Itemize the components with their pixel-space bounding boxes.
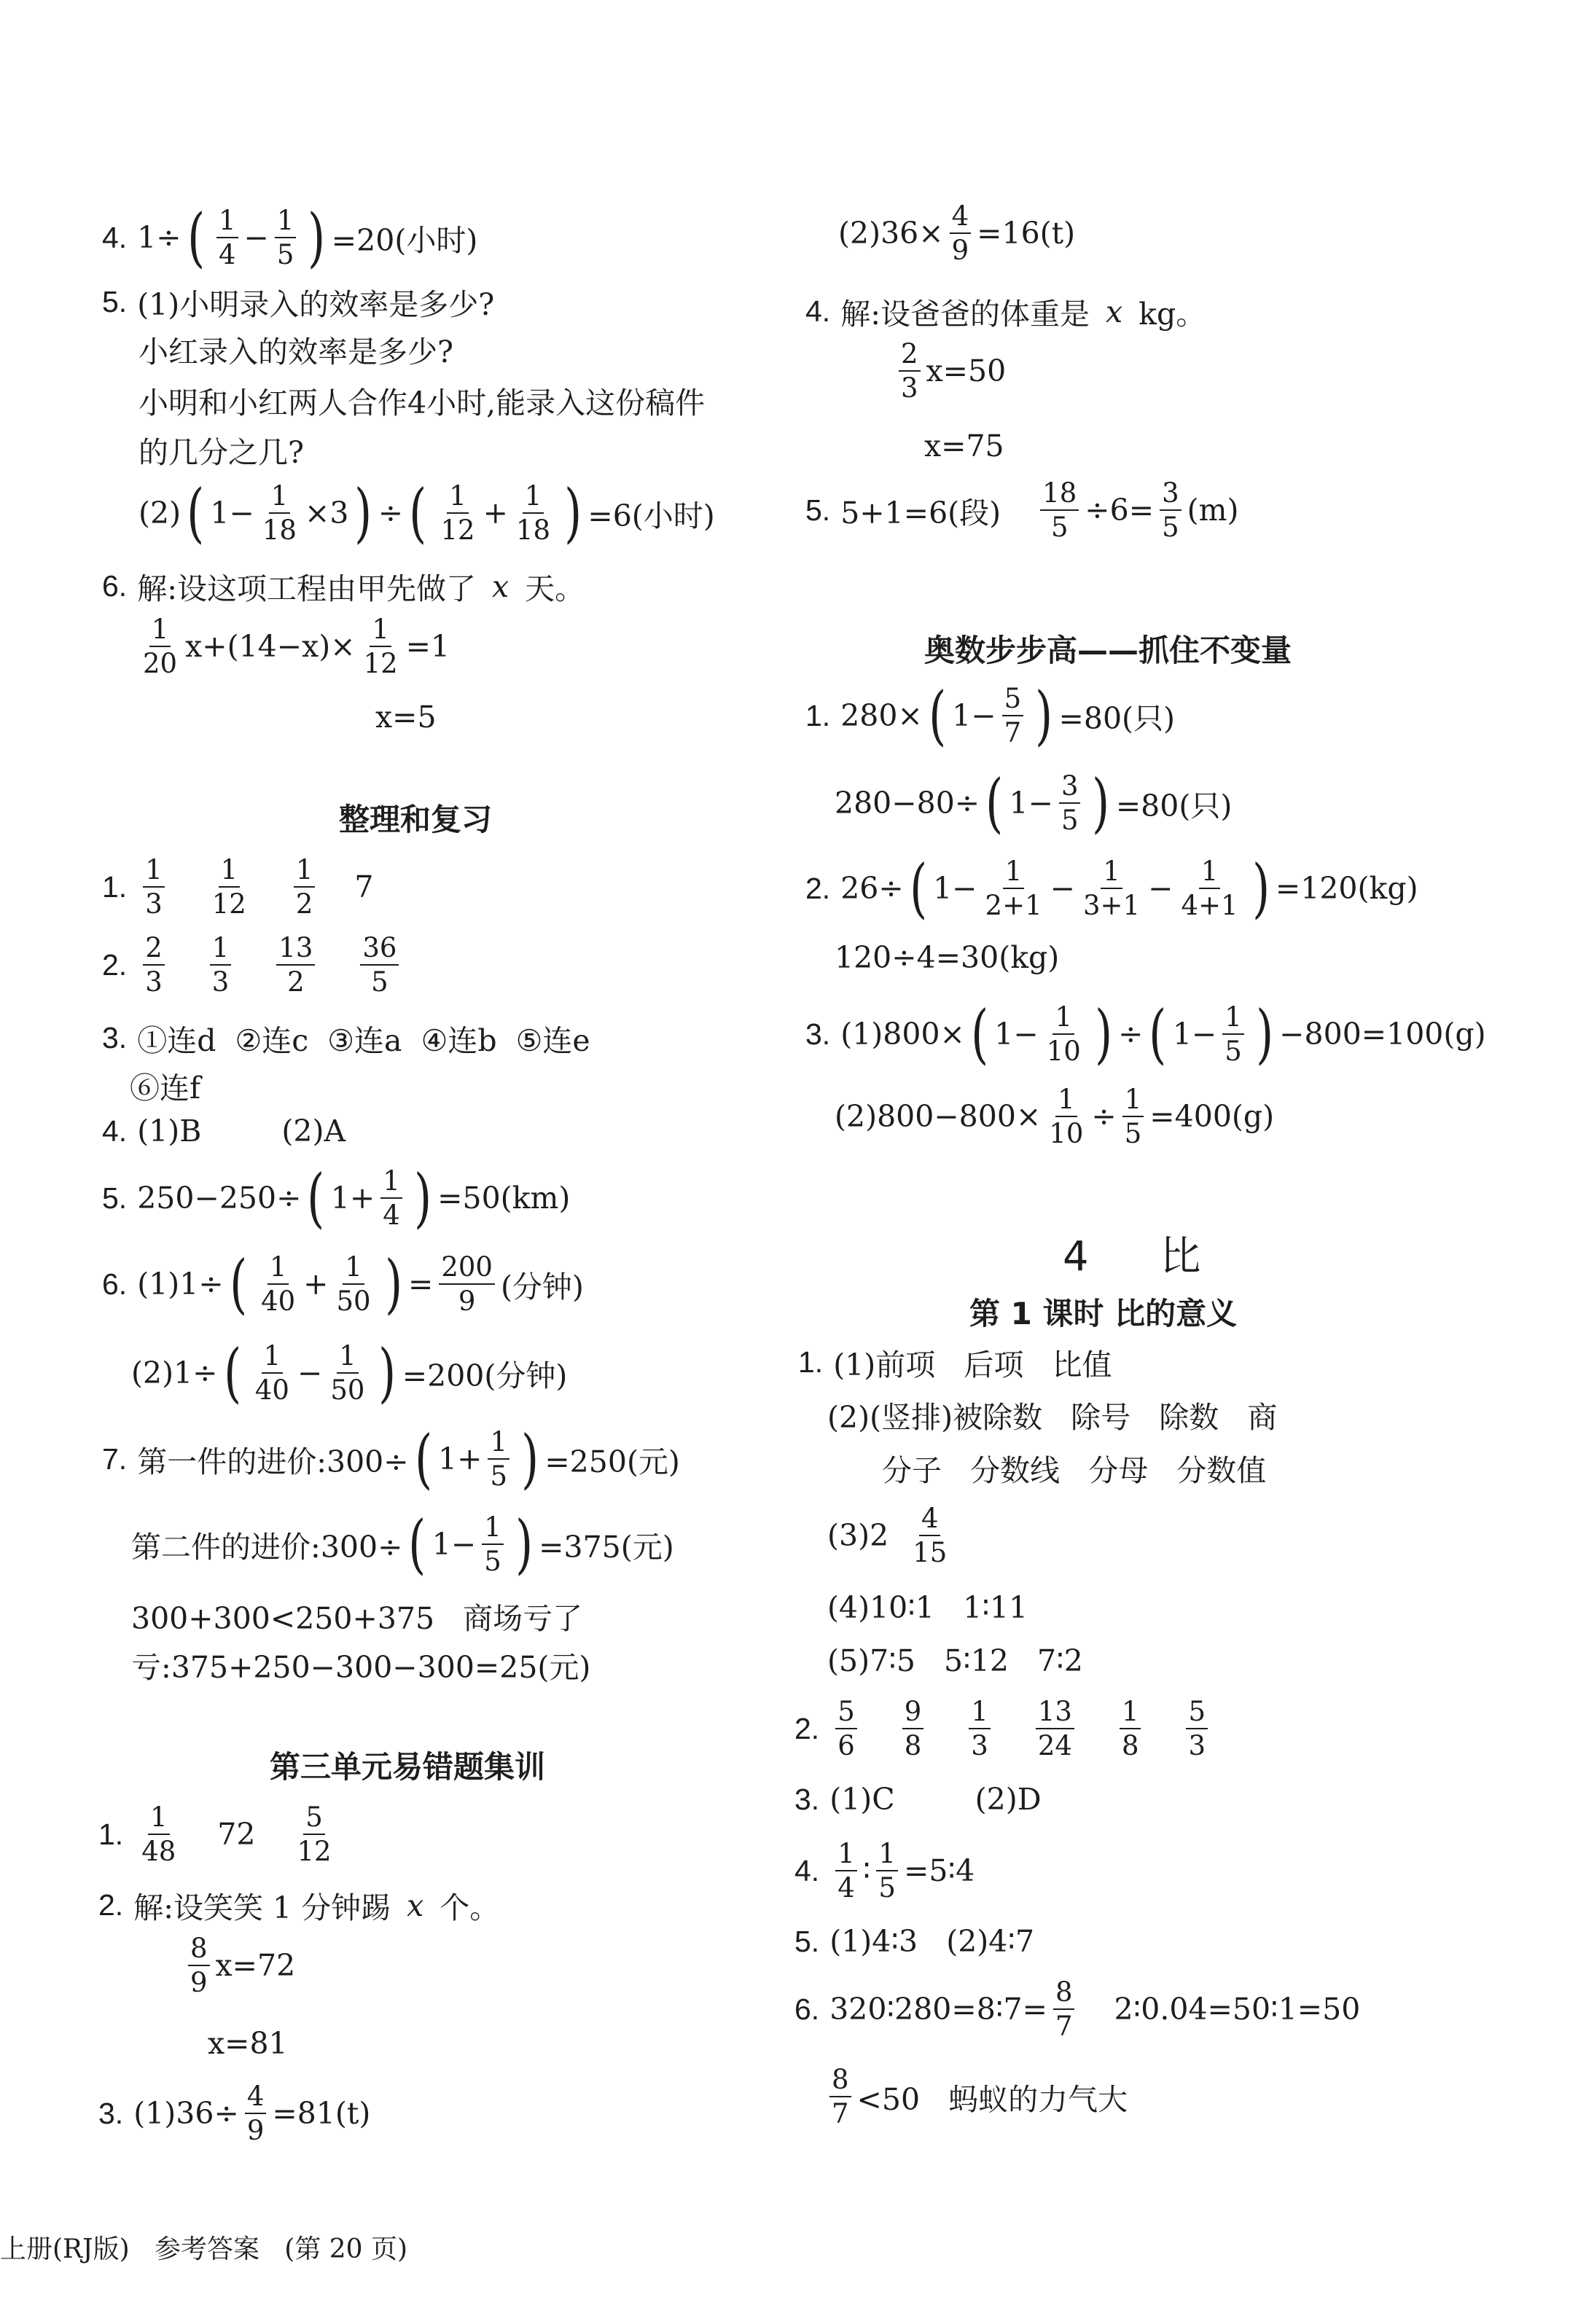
denominator: 3 [971, 1730, 988, 1761]
left-r7-line1: 7. 第一件的进价:300÷ ( 1+ $\frac{1}{5}$ ) =250(元) [102, 1421, 680, 1496]
left-s2-equation: $\frac{8}{9}$ x=72 [182, 1935, 295, 1996]
right-p1-line1: 1. (1)前项 后项 比值 [798, 1345, 1112, 1382]
item-number: 7. [102, 1441, 128, 1476]
right-o2-line2: 120÷4=30(kg) [835, 940, 1060, 975]
item-number: 2. [98, 1888, 124, 1922]
item-number: 2. [794, 1711, 820, 1745]
page-footer: 上册(RJ版) 参考答案 (第 20 页) [0, 2234, 408, 2264]
left-q5-line2: 小红录入的效率是多少? [138, 334, 453, 369]
denominator: 5 [1225, 1036, 1242, 1067]
numerator: 1 [1199, 858, 1221, 889]
numerator: 1 [275, 207, 297, 238]
denominator: 3 [1188, 1730, 1206, 1761]
fraction [835, 1698, 857, 1759]
numerator: 1 [876, 1840, 898, 1871]
fraction [1047, 1086, 1085, 1147]
left-paren: ( [187, 200, 205, 275]
numerator: 1 [1122, 1086, 1144, 1117]
right-s5: 5. 5+1=6(段) $\frac{18}{5}$ ÷6= $\frac{3}{5}$ (m) [805, 477, 1239, 543]
numerator: 1 [1120, 1698, 1141, 1729]
right-p1-line6: (5)7∶5 5∶12 7∶2 [827, 1643, 1083, 1678]
denominator: 4 [383, 1200, 400, 1231]
item-number: 2. [102, 947, 128, 982]
item-number: 4. [794, 1853, 820, 1887]
denominator: 4+1 [1181, 890, 1238, 921]
numerator: 1 [216, 207, 238, 238]
numerator: 1 [1222, 1003, 1244, 1035]
denominator: 4 [219, 239, 236, 270]
denominator: 5 [484, 1546, 501, 1577]
numerator: 2 [899, 340, 921, 372]
fraction [253, 1342, 292, 1404]
fraction [1186, 1698, 1208, 1759]
numerator: 2 [143, 934, 165, 966]
left-q6-answer: x=5 [375, 700, 437, 735]
fraction [1040, 477, 1079, 543]
denominator: 9 [458, 1286, 476, 1317]
right-p1-line2: (2)(竖排)被除数 除号 除数 商 [827, 1400, 1278, 1435]
fraction [1081, 858, 1142, 919]
numerator: 4 [245, 2083, 267, 2114]
denominator: 8 [904, 1730, 922, 1761]
denominator: 3 [211, 966, 230, 998]
fraction [899, 340, 921, 402]
numerator: 1 [262, 1342, 284, 1374]
denominator: 9 [246, 2115, 265, 2146]
denominator: 12 [363, 648, 398, 679]
left-r4: 4. (1)B (2)A [102, 1114, 346, 1149]
fraction [902, 1698, 924, 1759]
denominator: 18 [515, 515, 551, 546]
item-number: 4. [805, 294, 831, 328]
fraction [876, 1838, 898, 1904]
numerator: 1 [219, 856, 241, 888]
fraction [1179, 858, 1240, 919]
numerator: 9 [902, 1698, 924, 1729]
numerator: 1 [267, 1253, 289, 1285]
item-number: 5. [102, 285, 128, 318]
fraction [275, 207, 297, 268]
fraction [1222, 1003, 1244, 1065]
fraction [210, 856, 249, 918]
left-s1: 1. $\frac{1}{48}$ 72 $\frac{5}{12}$ [98, 1804, 340, 1865]
right-s4-line1: 4. 解:设爸爸的体重是 x kg。 [805, 294, 1206, 332]
right-paren: ) [308, 200, 326, 275]
numerator: 1 [370, 616, 391, 647]
numerator: 3 [1160, 480, 1182, 511]
right-p1-line4: (3)2 $\frac{4}{15}$ [827, 1505, 955, 1566]
numerator: 1 [149, 616, 171, 647]
numerator: 1 [148, 1804, 170, 1835]
right-p6-line1: 6. 320∶280=8∶7= $\frac{8}{7}$ 2∶0.04=50∶1=50 [794, 1976, 1361, 2042]
denominator: 3 [145, 966, 163, 998]
fraction [188, 1935, 210, 1996]
denominator: 15 [913, 1537, 948, 1568]
item-number: 3. [102, 1021, 128, 1055]
fraction [328, 1342, 367, 1404]
numerator: 8 [188, 1935, 210, 1966]
numerator: 1 [482, 1514, 504, 1545]
fraction [216, 207, 238, 268]
left-r5: 5. 250−250÷ ( 1+ $\frac{1}{4}$ ) =50(km) [102, 1160, 571, 1235]
left-r7-line4: 亏:375+250−300−300=25(元) [131, 1650, 591, 1685]
denominator: 5 [1061, 805, 1079, 836]
fraction [1122, 1086, 1144, 1147]
left-r7-line3: 300+300<250+375 商场亏了 [131, 1601, 583, 1636]
numerator: 1 [1003, 858, 1025, 889]
denominator: 2 [295, 888, 313, 920]
fraction [259, 1253, 297, 1315]
denominator: 5 [1050, 512, 1069, 543]
left-r6-part2: (2)1÷ ( $\frac{1}{40}$ − $\frac{1}{50}$ ) =200(分钟) [131, 1335, 568, 1410]
denominator: 5 [276, 239, 294, 270]
numerator: 1 [1052, 1003, 1074, 1035]
numerator: 1 [269, 482, 291, 514]
right-s3-part2: (2)36× $\frac{4}{9}$ =16(t) [838, 200, 1076, 266]
numerator: 1 [447, 482, 469, 514]
left-s2-answer: x=81 [208, 2026, 288, 2061]
numerator: 13 [1036, 1698, 1074, 1729]
right-o3-line1: 3. (1)800× ( 1− $\frac{1}{10}$ ) ÷ ( 1− $\frac{1}{5}$ ) −800=100(g) [805, 996, 1486, 1071]
item-number: 6. [794, 1992, 820, 2026]
left-s2-line1: 2. 解:设笑笑 1 分钟踢 x 个。 [98, 1887, 500, 1925]
fraction [829, 2066, 851, 2127]
item-number: 1. [798, 1345, 824, 1379]
denominator: 2 [287, 966, 305, 998]
fraction [835, 1838, 857, 1904]
denominator: 5 [1124, 1118, 1142, 1149]
denominator: 9 [951, 235, 969, 266]
chapter-title: 4 比 [1063, 1233, 1230, 1280]
item-number: 4. [102, 220, 128, 254]
fraction [983, 858, 1044, 919]
item-number: 3. [805, 1017, 831, 1051]
numerator: 13 [276, 934, 315, 966]
fraction [294, 1801, 333, 1867]
numerator: 1 [835, 1840, 857, 1871]
item-number: 5. [805, 493, 831, 527]
fraction [1160, 477, 1182, 543]
fraction [950, 200, 972, 266]
fraction [143, 932, 165, 998]
item-number: 1. [98, 1817, 124, 1851]
fraction [139, 1801, 178, 1867]
fraction [439, 1253, 495, 1315]
lesson-title: 第 1 课时 比的意义 [969, 1296, 1238, 1331]
numerator: 1 [294, 856, 316, 888]
fraction [362, 616, 400, 677]
numerator: 1 [523, 482, 544, 514]
denominator: 24 [1037, 1730, 1072, 1761]
denominator: 3+1 [1082, 890, 1141, 921]
denominator: 6 [837, 1730, 855, 1761]
denominator: 5 [490, 1460, 507, 1492]
right-p6-line2: $\frac{8}{7}$ <50 蚂蚁的力气大 [824, 2066, 1128, 2127]
right-o1-line1: 1. 280× ( 1− $\frac{5}{7}$ ) =80(只) [805, 678, 1176, 753]
numerator: 3 [1059, 772, 1081, 804]
fraction [1044, 1003, 1083, 1065]
denominator: 12 [297, 1836, 332, 1867]
denominator: 50 [330, 1374, 365, 1406]
numerator: 1 [210, 934, 232, 966]
right-o3-line2: (2)800−800× $\frac{1}{10}$ ÷ $\frac{1}{5}$ =400(g) [835, 1084, 1275, 1149]
right-p4: 4. $\frac{1}{4}$ ∶ $\frac{1}{5}$ =5∶4 [794, 1838, 975, 1904]
section-heading: 第三单元易错题集训 [270, 1749, 546, 1785]
fraction [969, 1698, 991, 1759]
right-p1-line3: 分子 分数线 分母 分数值 [882, 1453, 1267, 1488]
denominator: 3 [145, 888, 163, 920]
numerator: 5 [1186, 1698, 1208, 1729]
denominator: 20 [143, 648, 178, 679]
fraction [360, 932, 399, 998]
numerator: 1 [343, 1253, 364, 1285]
item-number: 1. [102, 869, 128, 904]
denominator: 5 [371, 966, 388, 998]
denominator: 7 [1055, 2011, 1073, 2042]
denominator: 18 [262, 515, 297, 546]
fraction [276, 932, 315, 998]
fraction [514, 482, 552, 544]
denominator: 7 [1004, 717, 1022, 748]
numerator: 18 [1040, 480, 1079, 511]
right-o2-line1: 2. 26÷ ( 1− $\frac{1}{2+1}$ − $\frac{1}{3+1}$ − $\frac{1}{4+1}$ ) =120(kg) [805, 850, 1418, 926]
fraction [438, 482, 477, 544]
numerator: 4 [919, 1505, 941, 1536]
numerator: 1 [1101, 858, 1122, 889]
denominator: 5 [1162, 512, 1179, 543]
numerator: 1 [143, 856, 165, 888]
fraction [143, 856, 165, 918]
left-r1: 1. $\frac{1}{3}$ $\frac{1}{12}$ $\frac{1}{2}$ 7 [102, 854, 374, 920]
denominator: 3 [901, 372, 918, 404]
section-heading: 整理和复习 [339, 802, 493, 837]
section-heading: 奥数步步高——抓住不变量 [924, 633, 1292, 668]
numerator: 8 [829, 2066, 851, 2097]
numerator: 1 [1055, 1086, 1077, 1117]
left-q6-line1: 6. 解:设这项工程由甲先做了 x 天。 [102, 568, 585, 606]
left-q5-part2: (2) ( 1− $\frac{1}{18}$ ×3 ) ÷ ( $\frac{1}{12}$ + $\frac{1}{18}$ ) =6(小时) [138, 475, 715, 550]
fraction [245, 2083, 267, 2144]
fraction [335, 1253, 373, 1315]
denominator: 48 [141, 1836, 176, 1867]
item-number: 3. [98, 2096, 124, 2130]
fraction [1053, 1976, 1075, 2042]
denominator: 5 [878, 1872, 896, 1904]
right-o1-line2: 280−80÷ ( 1− $\frac{3}{5}$ ) =80(只) [835, 765, 1233, 840]
right-s4-answer: x=75 [924, 429, 1004, 463]
numerator: 1 [337, 1342, 359, 1374]
right-p2 [794, 1698, 1214, 1759]
fraction [488, 1428, 509, 1490]
item-number: 2. [805, 871, 831, 905]
left-r2 [102, 932, 405, 998]
numerator: 8 [1053, 1979, 1075, 2010]
denominator: 40 [261, 1286, 296, 1317]
item-number: 5. [794, 1924, 820, 1958]
item-number: 6. [102, 1267, 128, 1301]
numerator: 5 [303, 1804, 325, 1835]
denominator: 8 [1121, 1730, 1139, 1761]
left-q6-equation: $\frac{1}{20}$ x+(14−x)× $\frac{1}{12}$ =1 [135, 616, 450, 677]
left-s3: 3. (1)36÷ $\frac{4}{9}$ =81(t) [98, 2081, 371, 2146]
right-s4-equation: $\frac{2}{3}$ x=50 [893, 340, 1006, 402]
numerator: 36 [360, 934, 399, 966]
denominator: 10 [1046, 1036, 1081, 1067]
denominator: 9 [190, 1967, 208, 1998]
left-r3-line2: ⑥连f [130, 1071, 201, 1106]
numerator: 1 [488, 1428, 509, 1460]
denominator: 10 [1049, 1118, 1084, 1149]
item-number: 1. [805, 698, 831, 732]
left-q5-line3: 小明和小红两人合作4小时,能录入这份稿件 [138, 386, 706, 420]
denominator: 4 [837, 1872, 855, 1904]
fraction [482, 1511, 504, 1577]
right-p1-line5: (4)10∶1 1∶11 [827, 1590, 1028, 1625]
denominator: 12 [211, 888, 246, 920]
fraction [1036, 1698, 1074, 1759]
fraction [294, 856, 316, 918]
numerator: 5 [835, 1698, 857, 1729]
fraction [141, 616, 179, 677]
denominator: 2+1 [985, 890, 1042, 921]
fraction [210, 932, 232, 998]
numerator: 5 [1002, 685, 1024, 716]
denominator: 12 [440, 515, 475, 546]
denominator: 7 [832, 2098, 849, 2129]
fraction [260, 482, 299, 544]
right-p3: 3. (1)C (2)D [794, 1782, 1042, 1817]
item-number: 3. [794, 1782, 820, 1816]
left-q4: 4. 1÷ ( $\frac{1}{4}$ − $\frac{1}{5}$ ) =20(小时) [102, 200, 478, 275]
item-number: 5. [102, 1181, 128, 1215]
left-q5-line4: 的几分之几? [138, 435, 304, 470]
item-number: 6. [102, 569, 128, 603]
fraction [1002, 685, 1024, 746]
fraction [910, 1505, 949, 1566]
right-p5: 5. (1)4∶3 (2)4∶7 [794, 1924, 1035, 1959]
numerator: 1 [380, 1167, 402, 1199]
left-q5-line1: 5. (1)小明录入的效率是多少? [102, 285, 495, 322]
numerator: 4 [950, 203, 972, 234]
denominator: 40 [254, 1374, 289, 1406]
left-r6-part1: 6. (1)1÷ ( $\frac{1}{40}$ + $\frac{1}{50}$ ) = $\frac{200}{9}$ (分钟) [102, 1246, 584, 1321]
numerator: 1 [969, 1698, 991, 1729]
fraction [1120, 1698, 1141, 1759]
fraction [380, 1167, 402, 1229]
fraction [1059, 772, 1081, 834]
left-r3-line1: 3. ①连d ②连c ③连a ④连b ⑤连e [102, 1021, 590, 1058]
numerator: 200 [439, 1253, 495, 1285]
item-number: 4. [102, 1114, 128, 1148]
denominator: 50 [336, 1286, 371, 1317]
left-r7-line2: 第二件的进价:300÷ ( 1− $\frac{1}{5}$ ) =375(元) [131, 1506, 674, 1581]
